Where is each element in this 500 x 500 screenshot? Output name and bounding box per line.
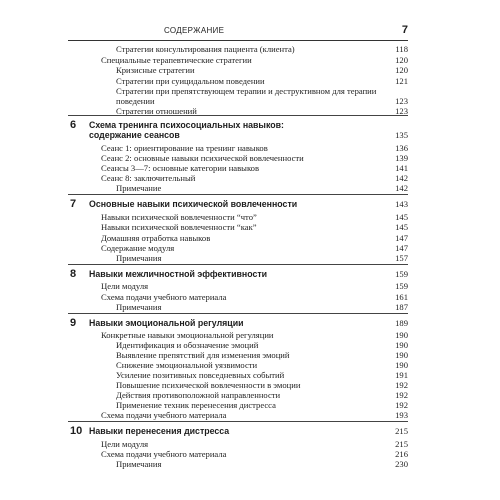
toc-entry-text: Применение техник перенесения дистресса xyxy=(116,400,276,410)
toc-entry-text: Сеанс 8: заключительный xyxy=(101,173,196,183)
chapter-title: содержание сеансов xyxy=(89,130,180,140)
toc-entry-page: 118 xyxy=(395,44,408,54)
toc-entry-text: Стратегии консультирования пациента (клиента) xyxy=(116,44,295,54)
chapter-divider xyxy=(68,421,408,422)
toc-entry xyxy=(68,340,408,350)
toc-entry-text: Повышение психической вовлеченности в эмоции xyxy=(116,380,301,390)
toc-entry-text: Домашняя отработка навыков xyxy=(101,233,211,243)
toc-entry-page: 190 xyxy=(395,360,408,370)
toc-entry-page: 216 xyxy=(395,449,408,459)
chapter-page: 143 xyxy=(395,199,408,209)
toc-entry-text: Выявление препятствий для изменения эмоций xyxy=(116,350,290,360)
toc-entry-page: 190 xyxy=(395,350,408,360)
toc-entry xyxy=(68,400,408,410)
chapter-title: Навыки перенесения дистресса xyxy=(89,426,230,436)
toc-entry xyxy=(68,459,408,469)
toc-entry-page: 187 xyxy=(395,302,408,312)
toc-entry xyxy=(68,360,408,370)
toc-entry xyxy=(68,370,408,380)
running-header xyxy=(68,24,408,41)
toc-entry-page: 191 xyxy=(395,370,408,380)
toc-entry-page: 161 xyxy=(395,292,408,302)
toc-entry xyxy=(68,163,408,173)
toc-entry xyxy=(68,222,408,232)
toc-entry-page: 123 xyxy=(395,106,408,116)
toc-entry-text: Цели модуля xyxy=(101,281,149,291)
toc-entry-page: 159 xyxy=(395,281,408,291)
toc-entry-text: Схема подачи учебного материала xyxy=(101,292,227,302)
toc-entry xyxy=(68,212,408,222)
toc-entry-text: Сеанс 1: ориентирование на тренинг навыков xyxy=(101,143,268,153)
toc-entry-text: поведении xyxy=(116,96,155,106)
chapter-divider xyxy=(68,115,408,116)
toc-entry xyxy=(68,243,408,253)
toc-entry xyxy=(68,281,408,291)
toc-entry-page: 147 xyxy=(395,243,408,253)
toc-entry-text: Навыки психической вовлеченности “как” xyxy=(101,222,257,232)
chapter-page: 159 xyxy=(395,269,408,279)
header-section-title: СОДЕРЖАНИЕ xyxy=(164,26,225,35)
toc-entry-text: Сеанс 2: основные навыки психической вовлеченности xyxy=(101,153,304,163)
toc-entry-page: 147 xyxy=(395,233,408,243)
toc-entry-text: Примечания xyxy=(116,302,162,312)
toc-entry xyxy=(68,153,408,163)
toc-entry-text: Схема подачи учебного материала xyxy=(101,449,227,459)
toc-entry-text: Содержание модуля xyxy=(101,243,175,253)
toc-entry-text: Сеансы 3—7: основные категории навыков xyxy=(101,163,260,173)
toc-entry-text: Усиление позитивных повседневных событий xyxy=(116,370,285,380)
chapter-number: 8 xyxy=(70,268,77,280)
toc-entry-text: Цели модуля xyxy=(101,439,149,449)
toc-entry-page: 120 xyxy=(395,65,408,75)
chapter-number: 6 xyxy=(70,119,77,131)
toc-entry xyxy=(68,96,408,106)
toc-entry-page: 121 xyxy=(395,76,408,86)
chapter-title: Основные навыки психической вовлеченности xyxy=(89,199,298,209)
toc-entry xyxy=(68,233,408,243)
toc-entry-page: 145 xyxy=(395,212,408,222)
chapter-divider xyxy=(68,264,408,265)
toc-entry-page: 190 xyxy=(395,340,408,350)
toc-entry xyxy=(68,292,408,302)
toc-entry xyxy=(68,449,408,459)
toc-entry-text: Конкретные навыки эмоциональной регуляции xyxy=(101,330,274,340)
toc-entry-text: Стратегии отношений xyxy=(116,106,197,116)
toc-entry-page: 120 xyxy=(395,55,408,65)
toc-entry-page: 190 xyxy=(395,330,408,340)
header-page-number: 7 xyxy=(401,24,408,36)
toc-entry-text: Снижение эмоциональной уязвимости xyxy=(116,360,258,370)
toc-entry xyxy=(68,439,408,449)
toc-entry xyxy=(68,183,408,193)
toc-entry-text: Примечания xyxy=(116,253,162,263)
toc-entry-text: Кризисные стратегии xyxy=(116,65,195,75)
chapter-page: 135 xyxy=(395,130,408,140)
toc-entry-page: 142 xyxy=(395,173,408,183)
toc-entry xyxy=(68,410,408,420)
toc-entry-page: 139 xyxy=(395,153,408,163)
toc-entry-text: Действия противоположной направленности xyxy=(116,390,281,400)
toc-entry xyxy=(68,86,408,96)
chapter-title: Навыки межличностной эффективности xyxy=(89,269,268,279)
toc-entry xyxy=(68,390,408,400)
toc-entry xyxy=(68,173,408,183)
toc-entry-page: 193 xyxy=(395,410,408,420)
toc-entry-page: 141 xyxy=(395,163,408,173)
toc-entry-page: 142 xyxy=(395,183,408,193)
toc-entry-text: Стратегии при суицидальном поведении xyxy=(116,76,265,86)
chapter-number: 7 xyxy=(70,198,77,210)
chapter-divider xyxy=(68,313,408,314)
toc-entry-text: Навыки психической вовлеченности “что” xyxy=(101,212,257,222)
toc-entry-page: 230 xyxy=(395,459,408,469)
toc-entry-page: 145 xyxy=(395,222,408,232)
chapter-divider xyxy=(68,194,408,195)
toc-entry-text: Примечания xyxy=(116,459,162,469)
toc-entry-text: Специальные терапевтические стратегии xyxy=(101,55,252,65)
chapter-page: 189 xyxy=(395,318,408,328)
toc-entry-text: Примечание xyxy=(116,183,162,193)
toc-entry-page: 192 xyxy=(395,400,408,410)
toc-entry xyxy=(68,76,408,86)
chapter-page: 215 xyxy=(395,426,408,436)
toc-entry xyxy=(68,55,408,65)
toc-entry-text: Стратегии при препятствующем терапии и деструктивном для терапии xyxy=(116,86,377,96)
toc-entry-page: 192 xyxy=(395,390,408,400)
toc-entry-page: 157 xyxy=(395,253,408,263)
chapter-number: 9 xyxy=(70,317,77,329)
toc-entry-page: 215 xyxy=(395,439,408,449)
toc-entry xyxy=(68,330,408,340)
toc-entry-text: Схема подачи учебного материала xyxy=(101,410,227,420)
chapter-title: Навыки эмоциональной регуляции xyxy=(89,318,244,328)
chapter-title: Схема тренинга психосоциальных навыков: xyxy=(89,120,284,130)
toc-entry-page: 136 xyxy=(395,143,408,153)
toc-entry-text: Идентификация и обозначение эмоций xyxy=(116,340,259,350)
toc-entry xyxy=(68,143,408,153)
toc-entry xyxy=(68,302,408,312)
toc-entry xyxy=(68,253,408,263)
toc-entry xyxy=(68,44,408,54)
toc-entry xyxy=(68,380,408,390)
toc-entry-page: 123 xyxy=(395,96,408,106)
chapter-number: 10 xyxy=(70,425,83,437)
toc-entry-page: 192 xyxy=(395,380,408,390)
toc-entry xyxy=(68,350,408,360)
toc-entry xyxy=(68,65,408,75)
